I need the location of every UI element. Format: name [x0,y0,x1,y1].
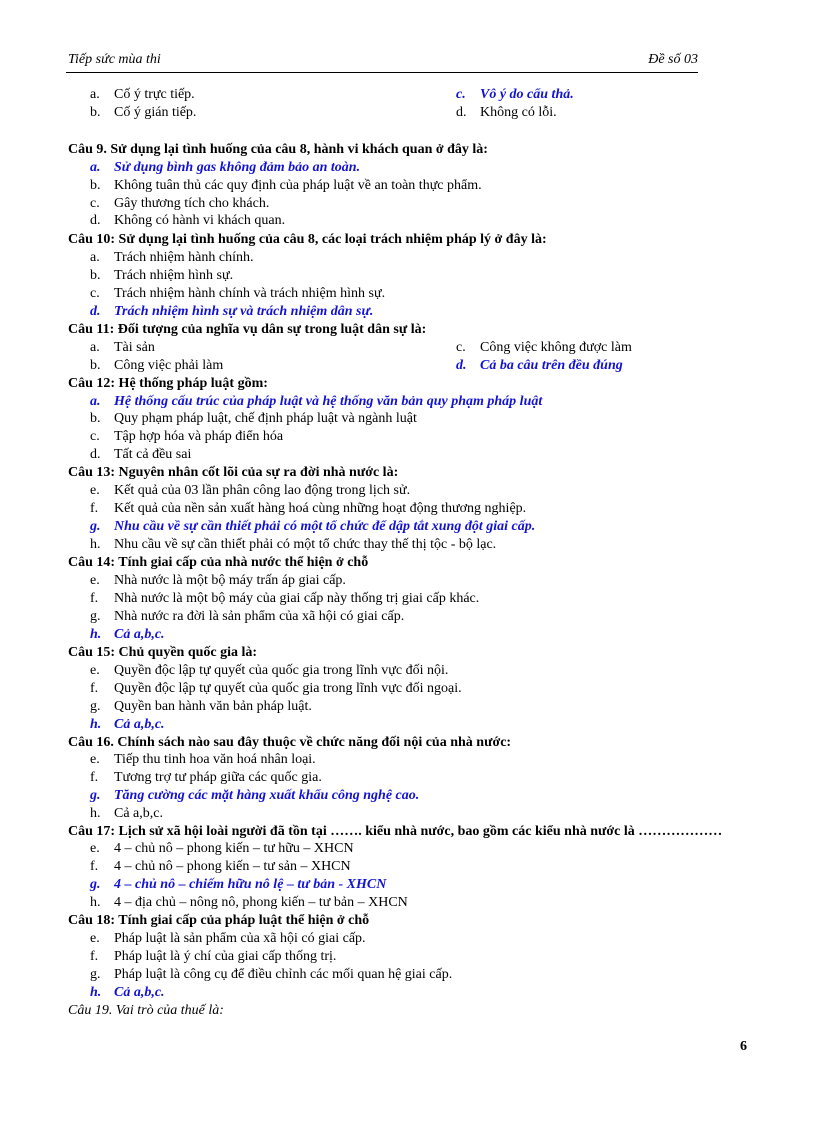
option-text: Cố ý trực tiếp. [114,87,195,102]
option-letter: g. [90,519,101,534]
answer-option [90,967,452,983]
option-text: Cả a,b,c. [114,806,163,821]
option-text: Tập hợp hóa và pháp điển hóa [114,429,284,444]
option-text: Kết quả của 03 lần phân công lao động trong lịch sử. [114,483,411,498]
answer-option [90,358,223,374]
answer-option [90,895,408,911]
option-letter: f. [90,949,99,964]
answer-option-correct [90,717,165,733]
option-text: Gây thương tích cho khách. [114,196,270,211]
option-letter: h. [90,985,102,1000]
answer-option [90,447,191,463]
option-letter: c. [456,340,466,355]
answer-option [90,841,354,857]
option-text: Nhà nước là một bộ máy trấn áp giai cấp. [114,573,346,588]
option-letter: a. [90,250,100,265]
option-letter: e. [90,841,100,856]
option-text: Tiếp thu tinh hoa văn hoá nhân loại. [114,752,316,767]
option-text: Công việc không được làm [480,340,632,355]
answer-option-correct [90,788,419,804]
answer-option-correct [90,160,360,176]
question-heading: Câu 9. Sử dụng lại tình huống của câu 8, hành vi khách quan ở đây là: [68,142,488,157]
answer-option [456,340,632,356]
option-text: Cả ba câu trên đều đúng [480,358,623,373]
answer-option [90,752,316,768]
option-text: Vô ý do cẩu thả. [480,87,574,102]
answer-option [90,501,526,517]
option-text: Nhà nước ra đời là sản phẩm của xã hội có giai cấp. [114,609,405,624]
option-letter: e. [90,663,100,678]
option-text: Trách nhiệm hành chính và trách nhiệm hình sự. [114,286,386,301]
option-text: 4 – chủ nô – chiếm hữu nô lệ – tư bản - XHCN [114,877,387,892]
option-letter: g. [90,699,101,714]
option-text: Quy phạm pháp luật, chế định pháp luật và ngành luật [114,411,417,426]
option-letter: b. [90,178,101,193]
option-letter: d. [90,304,101,319]
option-text: Sử dụng bình gas không đảm bảo an toàn. [114,160,361,175]
answer-option [90,537,496,553]
option-text: Tương trợ tư pháp giữa các quốc gia. [114,770,322,785]
option-letter: g. [90,609,101,624]
option-letter: a. [90,394,101,409]
option-text: Cả a,b,c. [114,985,165,1000]
answer-option [90,573,346,589]
answer-option-correct [90,985,165,1001]
answer-option-correct [456,358,623,374]
option-letter: e. [90,931,100,946]
answer-option [90,663,448,679]
option-letter: g. [90,877,101,892]
option-letter: f. [90,770,99,785]
option-text: Cả a,b,c. [114,717,165,732]
option-text: 4 – địa chủ – nông nô, phong kiến – tư bản – XHCN [114,895,408,910]
option-letter: e. [90,483,100,498]
option-letter: d. [456,105,467,120]
answer-option [90,931,366,947]
option-text: Quyền ban hành văn bản pháp luật. [114,699,312,714]
option-text: Cố ý gián tiếp. [114,105,197,120]
answer-option [90,699,312,715]
answer-option [90,591,479,607]
option-letter: h. [90,717,102,732]
option-letter: a. [90,87,100,102]
option-text: Tài sản [114,340,155,355]
option-text: Hệ thống cấu trúc của pháp luật và hệ thống văn bản quy phạm pháp luật [114,394,543,409]
answer-option [90,609,404,625]
option-text: Tăng cường các mặt hàng xuất khẩu công nghệ cao. [114,788,420,803]
question-heading: Câu 19. Vai trò của thuế là: [68,1003,224,1018]
option-letter: c. [90,196,100,211]
option-letter: c. [90,429,100,444]
answer-option [90,411,417,427]
option-text: Nhà nước là một bộ máy của giai cấp này thống trị giai cấp khác. [114,591,480,606]
question-heading: Câu 11: Đối tượng của nghĩa vụ dân sự trong luật dân sự là: [68,322,427,337]
option-letter: d. [90,213,101,228]
option-letter: b. [90,268,101,283]
option-text: Không có lỗi. [480,105,557,120]
answer-option [90,859,351,875]
answer-option [90,429,283,445]
answer-option [90,681,462,697]
header-left: Tiếp sức mùa thi [68,52,161,67]
answer-option-correct [90,877,386,893]
option-text: Cả a,b,c. [114,627,165,642]
option-letter: g. [90,967,101,982]
header-rule [66,72,698,73]
option-letter: h. [90,537,101,552]
question-heading: Câu 18: Tính giai cấp của pháp luật thể hiện ở chỗ [68,913,370,928]
answer-option [90,286,385,302]
option-text: Công việc phải làm [114,358,224,373]
option-text: Quyền độc lập tự quyết của quốc gia trong lĩnh vực đối nội. [114,663,449,678]
question-heading: Câu 13: Nguyên nhân cốt lõi của sự ra đời nhà nước là: [68,465,399,480]
option-letter: c. [456,87,466,102]
option-letter: h. [90,627,102,642]
option-text: Nhu cầu về sự cần thiết phải có một tổ chức thay thế thị tộc - bộ lạc. [114,537,497,552]
option-letter: d. [456,358,467,373]
option-letter: c. [90,286,100,301]
answer-option [90,340,155,356]
option-letter: b. [90,105,101,120]
answer-option [90,483,410,499]
option-text: Trách nhiệm hành chính. [114,250,254,265]
answer-option [90,196,269,212]
option-letter: h. [90,895,101,910]
option-letter: a. [90,340,100,355]
answer-option-correct [90,304,373,320]
option-letter: a. [90,160,101,175]
option-letter: f. [90,859,99,874]
page-number: 6 [740,1039,747,1054]
option-letter: d. [90,447,101,462]
answer-option-correct [90,627,165,643]
question-heading: Câu 17: Lịch sử xã hội loài người đã tồn tại ……. kiểu nhà nước, bao gồm các kiểu nhà nước là ……………… [68,824,723,839]
question-heading: Câu 16. Chính sách nào sau đây thuộc về chức năng đối nội của nhà nước: [68,735,512,750]
question-heading: Câu 14: Tính giai cấp của nhà nước thể hiện ở chỗ [68,555,369,570]
answer-option [90,949,336,965]
option-text: Quyền độc lập tự quyết của quốc gia trong lĩnh vực đối ngoại. [114,681,462,696]
option-letter: e. [90,752,100,767]
option-text: Trách nhiệm hình sự. [114,268,234,283]
option-text: 4 – chủ nô – phong kiến – tư sản – XHCN [114,859,351,874]
answer-option-correct [90,394,542,410]
option-letter: f. [90,501,99,516]
answer-option [456,105,557,121]
answer-option [90,250,253,266]
question-heading: Câu 12: Hệ thống pháp luật gồm: [68,376,268,391]
answer-option [90,178,482,194]
answer-option [90,806,163,822]
option-letter: g. [90,788,101,803]
option-text: Pháp luật là sản phẩm của xã hội có giai cấp. [114,931,366,946]
option-text: Pháp luật là ý chí của giai cấp thống trị. [114,949,337,964]
option-text: Trách nhiệm hình sự và trách nhiệm dân sự. [114,304,374,319]
answer-option [90,105,196,121]
option-text: Nhu cầu về sự cần thiết phải có một tổ chức để dập tắt xung đột giai cấp. [114,519,536,534]
option-text: Kết quả của nền sản xuất hàng hoá cùng những hoạt động thương nghiệp. [114,501,527,516]
option-text: Tất cả đều sai [114,447,192,462]
answer-option-correct [456,87,574,103]
answer-option-correct [90,519,535,535]
question-heading: Câu 15: Chủ quyền quốc gia là: [68,645,258,660]
answer-option [90,213,285,229]
option-text: 4 – chủ nô – phong kiến – tư hữu – XHCN [114,841,354,856]
answer-option [90,770,322,786]
answer-option [90,268,233,284]
option-text: Không tuân thủ các quy định của pháp luật về an toàn thực phẩm. [114,178,482,193]
answer-option [90,87,195,103]
option-text: Pháp luật là công cụ để điều chỉnh các mối quan hệ giai cấp. [114,967,453,982]
option-letter: h. [90,806,101,821]
question-heading: Câu 10: Sử dụng lại tình huống của câu 8, các loại trách nhiệm pháp lý ở đây là: [68,232,547,247]
option-letter: f. [90,591,99,606]
option-letter: b. [90,411,101,426]
header-right: Đề số 03 [648,52,698,67]
option-letter: b. [90,358,101,373]
option-letter: e. [90,573,100,588]
option-text: Không có hành vi khách quan. [114,213,286,228]
option-letter: f. [90,681,99,696]
